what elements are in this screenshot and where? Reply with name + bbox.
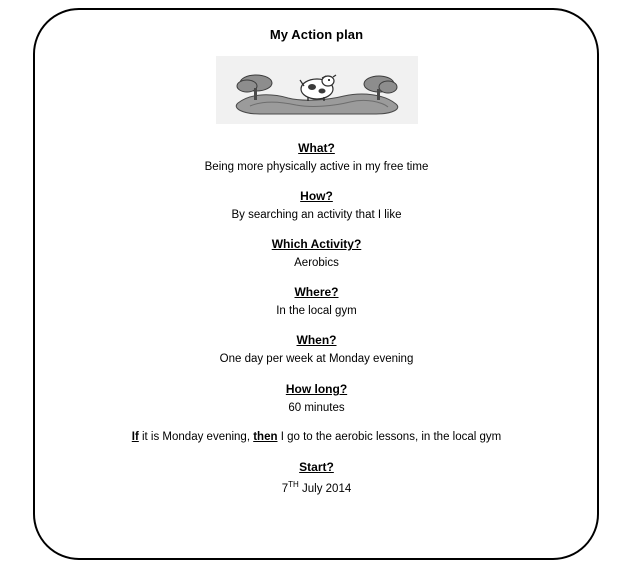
qa-item-where [0,284,633,319]
question-label: Start? [299,460,334,474]
question-label: Which Activity? [271,237,362,251]
qa-item-what [0,140,633,175]
answer-text: In the local gym [276,305,357,317]
answer-text: By searching an activity that I like [231,209,402,221]
then-word: then [253,431,278,443]
qa-item-how [0,188,633,223]
illustration-graphic [216,56,418,124]
qa-item-how-long [0,381,633,416]
if-then-statement [0,429,633,445]
page-title: My Action plan [269,27,364,42]
answer-text: Aerobics [294,257,339,269]
question-label: What? [298,141,335,155]
qa-item-which-activity [0,236,633,271]
if-end-text: I go to the aerobic lessons, in the local gym [277,431,502,443]
answer-text: One day per week at Monday evening [219,353,414,365]
question-label: When? [296,333,337,347]
qa-item-when [0,332,633,367]
if-word: If [131,431,139,443]
question-label: How? [300,189,333,203]
start-date [0,477,633,497]
if-middle-text: it is Monday evening, [138,431,254,443]
start-month-year: July 2014 [298,482,352,495]
start-day: 7 [281,482,289,495]
question-label: Where? [294,285,339,299]
start-ordinal: TH [288,480,299,489]
answer-text: 60 minutes [288,402,345,414]
answer-text: Being more physically active in my free time [204,161,429,173]
cow-in-puddle-illustration [216,56,418,124]
start-section [0,459,633,497]
question-label: How long? [285,382,348,396]
